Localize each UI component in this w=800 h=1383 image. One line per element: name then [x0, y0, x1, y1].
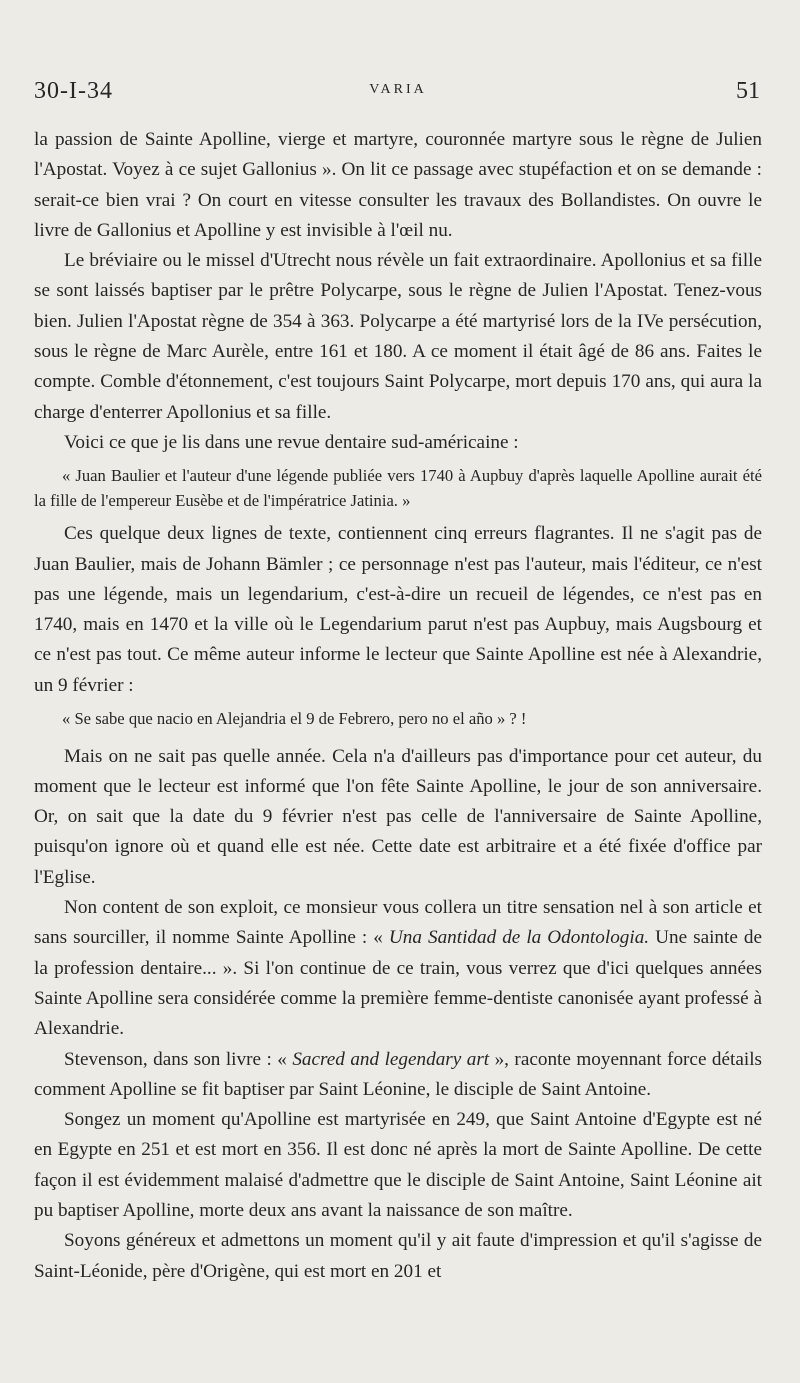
paragraph: la passion de Sainte Apolline, vierge et martyre, couronnée martyre sous le règne de Julien l'Apostat. Voyez à ce sujet Gallonius ». On lit ce passage avec stupéfaction et on se demande : serait-ce bien vrai ? On court en vitesse consulter les travaux des Bollandistes. On ouvre le livre de Gallonius et Apolline y est invisible à l'œil nu. [34, 129, 762, 241]
page-number: 51 [736, 78, 760, 104]
block-quote: « Se sabe que nacio en Alejandria el 9 de Febrero, pero no el año » ? ! [62, 709, 527, 729]
paragraph: Ces quelque deux lignes de texte, contiennent cinq erreurs flagrantes. Il ne s'agit pas de Juan Baulier, mais de Johann Bämler ; ce personnage n'est pas l'auteur, mais l'éditeur, ce n'est pas une légende, mais un legendarium, c'est-à-dire un recueil de légendes, ce n'est pas en 1740, mais en 1470 et la ville où le Legendarium parut n'est pas Aupbuy, mais Augsbourg et ce n'est pas tout. Ce même auteur informe le lecteur que Sainte Apolline est née à Alexandrie, un 9 février : [34, 523, 762, 696]
date-stamp: 30-I-34 [34, 78, 113, 104]
running-head: VARIA [369, 82, 427, 97]
italic-title: Sacred and legendary art [292, 1048, 490, 1070]
paragraph: Soyons généreux et admettons un moment qu'il y ait faute d'impression et qu'il s'agisse de Saint-Léonide, père d'Origène, qui est mort en 201 et [34, 1230, 762, 1282]
paragraph-text: Stevenson, dans son livre : « [64, 1048, 293, 1070]
italic-title: Una Santidad de la Odontologia. [388, 927, 650, 949]
paragraph: Mais on ne sait pas quelle année. Cela n'a d'ailleurs pas d'importance pour cet auteur, du moment que le lecteur est informé que l'on fête Sainte Apolline, le jour de son anniversaire. Or, on sait que la date du 9 février n'est pas celle de l'anniversaire de Sainte Apolline, puisqu'on ignore où et quand elle est née. Cette date est arbitraire et a été fixée d'office par l'Eglise. [34, 745, 762, 888]
paragraph: Le bréviaire ou le missel d'Utrecht nous révèle un fait extraordinaire. Apollonius et sa fille se sont laissés baptiser par le prêtre Polycarpe, sous le règne de Julien l'Apostat. Tenez-vous bien. Julien l'Apostat règne de 354 à 363. Polycarpe a été martyrisé lors de la IVe persécution, sous le règne de Marc Aurèle, entre 161 et 180. A ce moment il était âgé de 86 ans. Faites le compte. Comble d'étonnement, c'est toujours Saint Polycarpe, mort depuis 170 ans, qui aura la charge d'enterrer Apollonius et sa fille. [34, 250, 762, 423]
paragraph [34, 893, 762, 1044]
block-quote: « Juan Baulier et l'auteur d'une légende publiée vers 1740 à Aupbuy d'après laquelle Apolline aurait été la fille de l'empereur Eusèbe et de l'impératrice Jatinia. » [34, 466, 762, 510]
paragraph-text: Une sainte de la profession dentaire... ». Si l'on continue de ce train, vous verrez que d'ici quelques années Sainte Apolline sera considérée comme la première femme-dentiste canonisée ayant professé à Alexandrie. [34, 927, 763, 1040]
page-body [34, 125, 762, 1287]
paragraph: Songez un moment qu'Apolline est martyrisée en 249, que Saint Antoine d'Egypte est né en Egypte en 251 et est mort en 356. Il est donc né après la mort de Sainte Apolline. De cette façon il est évidemment malaisé d'admettre que le disciple de Saint Antoine, Saint Léonine ait pu baptiser Apolline, morte deux ans avant la naissance de son maître. [34, 1109, 762, 1221]
paragraph: Voici ce que je lis dans une revue dentaire sud-américaine : [64, 431, 519, 453]
paragraph-text: Non content de son exploit, ce monsieur vous collera un titre sensation nel à son article et sans sourciller, il nomme Sainte Apolline : « [34, 897, 762, 949]
page-header [34, 74, 762, 108]
paragraph-text: », raconte moyennant force détails comment Apolline se fit baptiser par Saint Léonine, le disciple de Saint Antoine. [34, 1048, 762, 1100]
paragraph [34, 1045, 762, 1106]
